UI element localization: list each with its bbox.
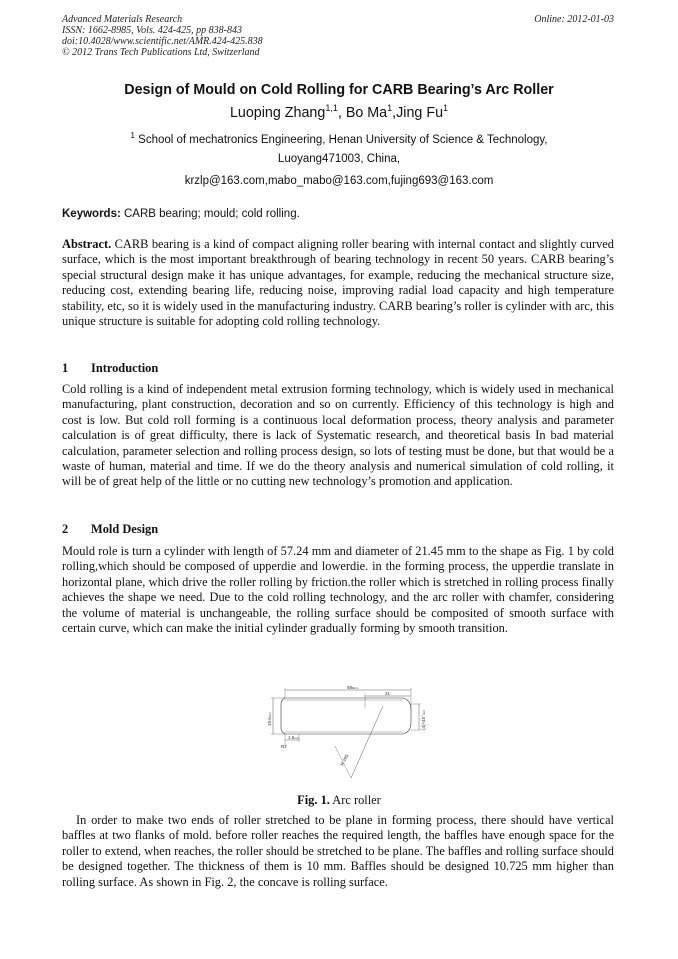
dimension-subscript: mm — [268, 712, 272, 718]
doi-line: doi:10.4028/www.scientific.net/AMR.424-425.838 — [62, 36, 263, 47]
author-list — [0, 103, 678, 121]
author-separator: , — [337, 104, 346, 121]
figure-caption-text: Arc roller — [332, 793, 381, 807]
author-name: Jing Fu — [396, 104, 444, 121]
dimension-value: 68 — [347, 686, 353, 690]
dimension-label-corner: R2 — [281, 744, 287, 749]
author-separator: , — [392, 104, 397, 121]
author-affiliation-mark: 1 — [443, 103, 449, 113]
section-number: 1 — [62, 361, 69, 375]
affiliation-text: School of mechatronics Engineering, Henan University of Science & Technology, — [138, 133, 548, 146]
affiliation-line-2: Luoyang471003, China, — [277, 153, 401, 165]
section-body: Cold rolling is a kind of independent metal extrusion forming technology, which is widely used in mechanical manufacturing, plant construction, decoration and so on currently. Efficiency of this technology is high and cost is low. But cold roll forming is a continuous local deformation process, theory analysis and parameter calculation is of great difficulty, there is lack of Systematic research, and theoretical basis In bad material calculation, parameter selection and rolling process design, so lots of testing must be done, but that would be a waste of human, material and time. If we do the theory analysis and numerical simulation of cold rolling, it will be of great help of the little or no cutting new technology’s promotion and application. — [62, 382, 614, 489]
author-affiliation-mark: 1,1 — [325, 103, 338, 113]
figure-label: Fig. 1. — [297, 793, 330, 807]
roller-outline — [281, 698, 411, 734]
abstract-label: Abstract. — [62, 237, 112, 251]
radius-leader-line — [351, 706, 383, 778]
dimension-subscript: mm — [422, 710, 426, 716]
dimension-label-chamfer — [421, 710, 426, 730]
section-title: Mold Design — [91, 522, 159, 536]
dimension-subscript: 8mm — [352, 686, 359, 690]
copyright-line: © 2012 Trans Tech Publications Ltd, Switzerland — [62, 47, 260, 58]
section-body: Mould role is turn a cylinder with length of 57.24 mm and diameter of 21.45 mm to the shape as Fig. 1 by cold rolling,which should be composed of upperdie and lowerdie. in the forming process, the upperdie translate in horizontal plane, which drive the roller rolling by friction.the roller which is stretched in rolling process finally achieves the shape we need. Due to the cold rolling technology, and the arc roller with chamfer, considering the volume of material is unchangeable, the rolling surface should be composited of smooth surface with certain curve, which can make the initial cylinder gradually forming by smooth transition. — [62, 544, 614, 636]
closing-paragraph: In order to make two ends of roller stretched to be plane in forming process, there should have vertical baffles at two flanks of mold. before roller reaches the required length, the baffles have enough space for the roller to extend, when reaches, the roller should be stretched to be plane. The baffles and rolling surface should be designed together. The thickness of them is 10 mm. Baffles should be designed 10.725 mm higher than rolling surface. As shown in Fig. 2, the concave is rolling surface. — [62, 813, 614, 889]
author-affiliation-mark: 1 — [387, 103, 393, 113]
dimension-subscript: mm — [294, 736, 300, 740]
abstract — [62, 237, 614, 329]
online-date: Online: 2012-01-03 — [534, 14, 614, 25]
author-name: Luoping Zhang — [229, 104, 326, 121]
dimension-value: 1.5 — [288, 735, 295, 740]
issn-line: ISSN: 1662-8985, Vols. 424-425, pp 838-843 — [62, 25, 242, 36]
keywords-label: Keywords: — [62, 208, 121, 220]
dimension-label-radius: R 295 — [339, 753, 350, 767]
figure-caption — [0, 793, 678, 808]
section-heading — [62, 522, 158, 537]
paper-title: Design of Mould on Cold Rolling for CARB Bearing’s Arc Roller — [124, 82, 554, 98]
section-heading — [62, 361, 158, 376]
dimension-value: (4)×45° — [421, 715, 426, 730]
author-emails: krzlp@163.com,mabo_mabo@163.com,fujing693@163.com — [184, 175, 494, 187]
journal-name: Advanced Materials Research — [62, 14, 183, 25]
dimension-value: 19.6 — [267, 717, 272, 726]
author-name: Bo Ma — [345, 104, 388, 121]
dimension-label-length — [347, 686, 359, 690]
dimension-label-bottom — [288, 735, 300, 740]
affiliation-line-1 — [0, 131, 678, 146]
arc-roller-drawing — [255, 686, 445, 781]
section-title: Introduction — [91, 361, 159, 375]
keywords — [62, 208, 300, 220]
journal-header — [62, 14, 263, 58]
dimension-label-inner: 31 — [385, 691, 391, 696]
section-number: 2 — [62, 522, 69, 536]
affiliation-mark: 1 — [130, 131, 135, 140]
keywords-text: CARB bearing; mould; cold rolling. — [124, 208, 300, 220]
abstract-text: CARB bearing is a kind of compact aligning roller bearing with internal contact and slightly curved surface, which is the most important breakthrough of bearing technology in recent 50 years. CARB bearing’s special structural design make it has unique advantages, for example, reducing the mechanical structure size, reducing cost, extending bearing life, reducing noise, improving radial load capacity and high temperature stability, etc, so it is widely used in the manufacturing industry. CARB bearing’s roller is cylinder with arc, this unique structure is suitable for adopting cold rolling technology. — [62, 237, 614, 329]
dimension-label-height — [267, 712, 272, 726]
